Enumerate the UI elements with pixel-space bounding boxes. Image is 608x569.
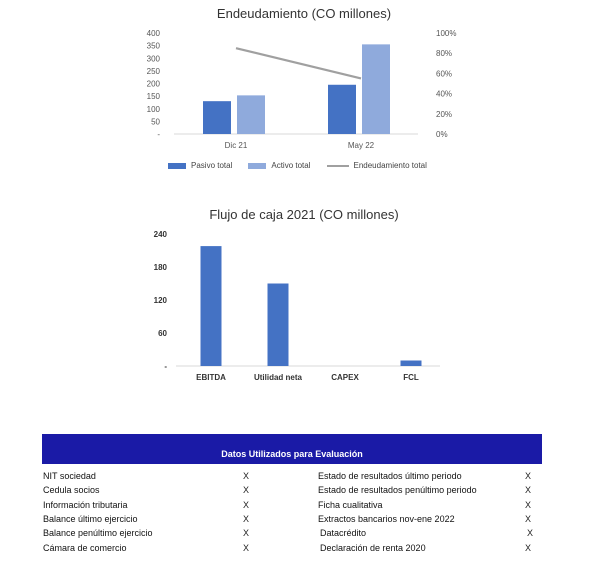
bar-pasivo-total xyxy=(203,101,231,134)
bar-fcl xyxy=(401,361,422,367)
y-tick-label: 200 xyxy=(146,79,160,89)
left-row-mark: X xyxy=(243,471,250,481)
legend-label-activo: Activo total xyxy=(271,161,311,170)
y-tick-label: 180 xyxy=(153,263,167,272)
legend-item-pasivo xyxy=(168,161,232,170)
right-row-mark: X xyxy=(525,499,532,510)
y2-tick-label: 100% xyxy=(436,29,457,38)
y-tick-label: 300 xyxy=(146,54,160,64)
x-tick-label: EBITDA xyxy=(196,373,226,382)
right-row-mark: X xyxy=(525,485,532,496)
y-tick-label: 240 xyxy=(153,230,167,239)
left-row-label: Información tributaria xyxy=(43,499,128,510)
x-tick-label: CAPEX xyxy=(331,373,359,382)
right-row-label: Ficha cualitativa xyxy=(318,499,383,510)
chart-title-flujo: Flujo de caja 2021 (CO millones) xyxy=(209,207,399,222)
right-row-label: Declaración de renta 2020 xyxy=(320,542,426,553)
right-row-mark: X xyxy=(525,471,532,481)
right-row-label: Datacrédito xyxy=(320,528,367,539)
left-row-label: Cámara de comercio xyxy=(43,542,127,553)
bar-activo-total xyxy=(237,95,265,134)
right-row-label: Extractos bancarios nov-ene 2022 xyxy=(318,513,455,524)
bar-ebitda xyxy=(201,246,222,366)
x-tick-label: Dic 21 xyxy=(224,141,248,150)
y2-tick-label: 60% xyxy=(436,69,453,79)
line-endeudamiento-total xyxy=(236,48,361,78)
left-row-mark: X xyxy=(243,528,250,539)
bar-utilidad-neta xyxy=(268,284,289,367)
chart-legend xyxy=(168,161,427,170)
x-tick-label: Utilidad neta xyxy=(253,373,303,382)
table-header xyxy=(42,434,542,464)
y2-tick-label: 80% xyxy=(436,49,453,59)
y2-tick-label: 20% xyxy=(436,109,453,119)
right-row-mark: X xyxy=(527,528,534,539)
legend-swatch-endeudamiento xyxy=(327,165,349,167)
left-row-label: Cedula socios xyxy=(43,485,100,496)
legend-item-endeudamiento xyxy=(327,161,427,170)
legend-swatch-pasivo xyxy=(168,163,186,169)
chart-title-endeudamiento: Endeudamiento (CO millones) xyxy=(216,6,392,21)
y-tick-label: 50 xyxy=(151,117,160,127)
bar-pasivo-total xyxy=(328,85,356,134)
right-row-label: Estado de resultados último periodo xyxy=(318,471,462,481)
legend-label-pasivo: Pasivo total xyxy=(191,161,233,170)
x-tick-label: May 22 xyxy=(347,141,375,150)
legend-label-endeudamiento: Endeudamiento total xyxy=(353,161,427,170)
y-tick-label: 120 xyxy=(153,296,167,305)
table-title: Datos Utilizados para Evaluación xyxy=(221,449,363,459)
right-row-mark: X xyxy=(525,542,532,553)
y-tick-label: 250 xyxy=(146,66,160,76)
left-row-label: NIT sociedad xyxy=(43,471,96,481)
legend-item-activo xyxy=(248,161,310,170)
y-tick-label: - xyxy=(164,362,167,371)
y-tick-label: 350 xyxy=(146,41,160,51)
left-row-mark: X xyxy=(243,485,250,496)
left-row-mark: X xyxy=(243,542,250,553)
right-row-label: Estado de resultados penúltimo periodo xyxy=(318,485,477,496)
right-row-mark: X xyxy=(525,513,532,524)
endeudamiento-chart xyxy=(0,0,608,160)
y-tick-label: 100 xyxy=(146,104,160,114)
x-tick-label: FCL xyxy=(403,373,419,382)
y-tick-label: 150 xyxy=(146,92,160,102)
legend-swatch-activo xyxy=(248,163,266,169)
y2-tick-label: 40% xyxy=(436,89,453,99)
y-tick-label: 400 xyxy=(146,29,160,38)
left-row-mark: X xyxy=(243,513,250,524)
y-tick-label: 60 xyxy=(158,329,167,338)
bar-activo-total xyxy=(362,44,390,134)
y-tick-label: - xyxy=(157,130,160,139)
y2-tick-label: 0% xyxy=(436,130,448,139)
left-row-label: Balance último ejercicio xyxy=(43,513,138,524)
left-row-label: Balance penúltimo ejercicio xyxy=(43,528,153,539)
left-row-mark: X xyxy=(243,499,250,510)
